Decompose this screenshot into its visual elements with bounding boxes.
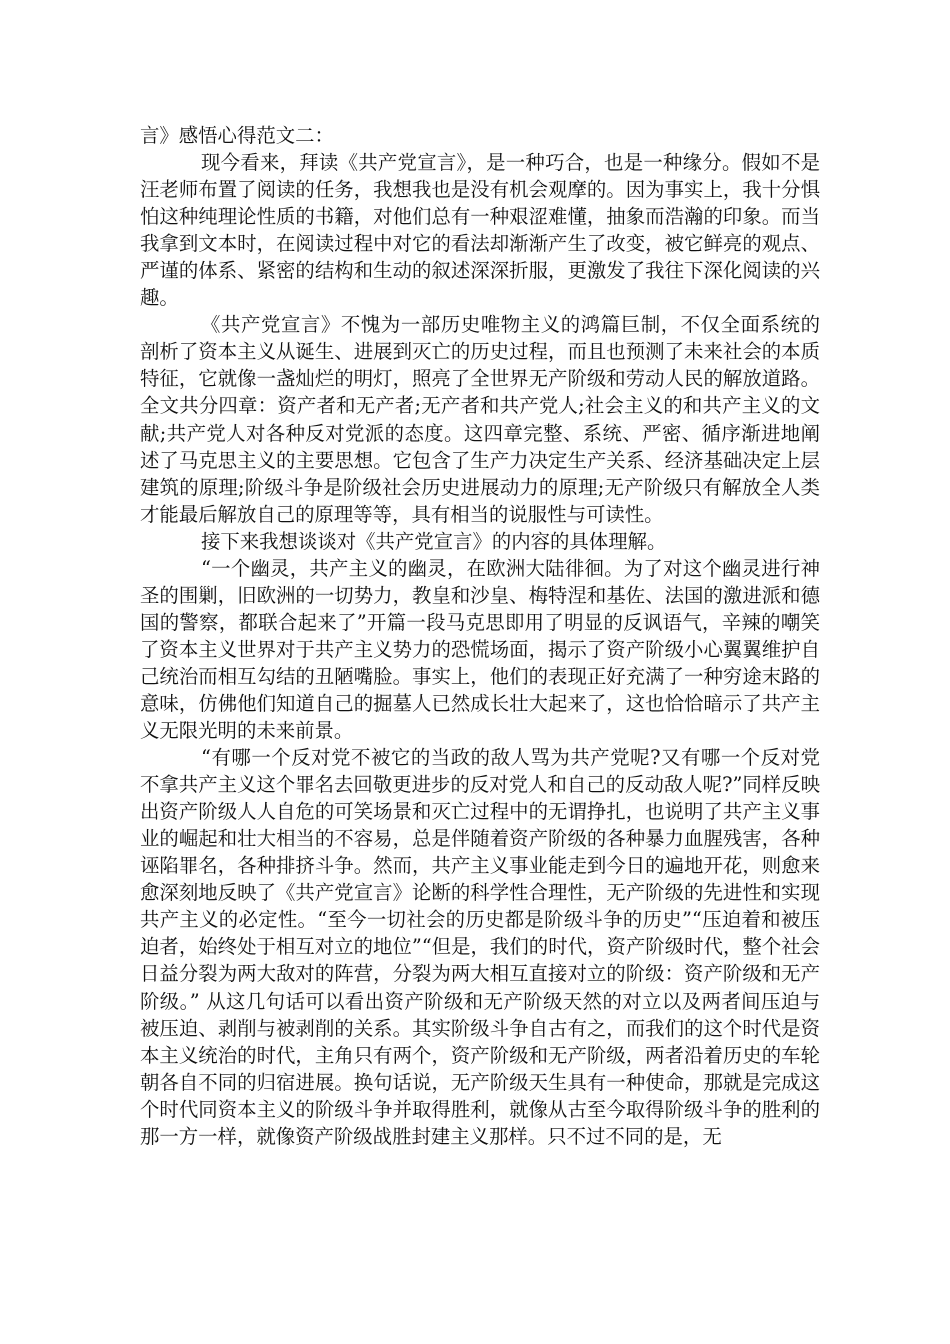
section-heading: 言》感悟心得范文二： bbox=[140, 124, 334, 147]
paragraph-5: “有哪一个反对党不被它的当政的敌人骂为共产党呢?又有哪一个反对党不拿共产主义这个罪名去回敬更进步的反对党人和自己的反动敌人呢?”同样反映出资产阶级人人自危的可笑场景和灭亡过程中的无谓挣扎，也说明了共产主义事业的崛起和壮大相当的不容易，总是伴随着资产阶级的各种暴力血腥残害，各种诬陷罪名，各种排挤斗争。然而，共产主义事业能走到今日的遍地开花，则愈来愈深刻地反映了《共产党宣言》论断的科学性合理性，无产阶级的先进性和实现共产主义的必定性。“至今一切社会的历史都是阶级斗争的历史”“压迫着和被压迫者，始终处于相互对立的地位”“但是，我们的时代，资产阶级时代，整个社会日益分裂为两大敌对的阵营，分裂为两大相互直接对立的阶级：资产阶级和无产阶级。” 从这几句话可以看出资产阶级和无产阶级天然的对立以及两者间压迫与被压迫、剥削与被剥削的关系。其实阶级斗争自古有之，而我们的这个时代是资本主义统治的时代，主角只有两个，资产阶级和无产阶级，两者沿着历史的车轮朝各自不同的归宿进展。换句话说，无产阶级天生具有一种使命，那就是完成这个时代同资本主义的阶级斗争并取得胜利，就像从古至今取得阶级斗争的胜利的那一方一样，就像资产阶级战胜封建主义那样。只不过不同的是，无 bbox=[140, 746, 820, 1148]
paragraph-2: 《共产党宣言》不愧为一部历史唯物主义的鸿篇巨制，不仅全面系统的剖析了资本主义从诞生、进展到灭亡的历史过程，而且也预测了未来社会的本质特征，它就像一盏灿烂的明灯，照亮了全世界无产阶级和劳动人民的解放道路。全文共分四章：资产者和无产者;无产者和共产党人;社会主义的和共产主义的文献;共产党人对各种反对党派的态度。这四章完整、系统、严密、循序渐进地阐述了马克思主义的主要思想。它包含了生产力决定生产关系、经济基础决定上层建筑的原理;阶级斗争是阶级社会历史进展动力的原理;无产阶级只有解放全人类才能最后解放自己的原理等等，具有相当的说服性与可读性。 bbox=[140, 313, 820, 526]
paragraph-1: 现今看来，拜读《共产党宣言》，是一种巧合，也是一种缘分。假如不是汪老师布置了阅读的任务，我想我也是没有机会观摩的。因为事实上，我十分惧怕这种纯理论性质的书籍，对他们总有一种艰涩难懂，抽象而浩瀚的印象。而当我拿到文本时，在阅读过程中对它的看法却渐渐产生了改变，被它鲜亮的观点、严谨的体系、紧密的结构和生动的叙述深深折服，更激发了我往下深化阅读的兴趣。 bbox=[140, 151, 820, 310]
paragraph-4: “一个幽灵，共产主义的幽灵，在欧洲大陆徘徊。为了对这个幽灵进行神圣的围剿，旧欧洲的一切势力，教皇和沙皇、梅特涅和基佐、法国的激进派和德国的警察，都联合起来了”开篇一段马克思即用了明显的反讽语气，辛辣的嘲笑了资本主义世界对于共产主义势力的恐慌场面，揭示了资产阶级小心翼翼维护自己统治而相互勾结的丑陋嘴脸。事实上，他们的表现正好充满了一种穷途末路的意味，仿佛他们知道自己的掘墓人已然成长壮大起来了，这也恰恰暗示了共产主义无限光明的未来前景。 bbox=[140, 556, 820, 743]
document-body bbox=[140, 122, 820, 1150]
paragraph-3: 接下来我想谈谈对《共产党宣言》的内容的具体理解。 bbox=[201, 529, 667, 553]
